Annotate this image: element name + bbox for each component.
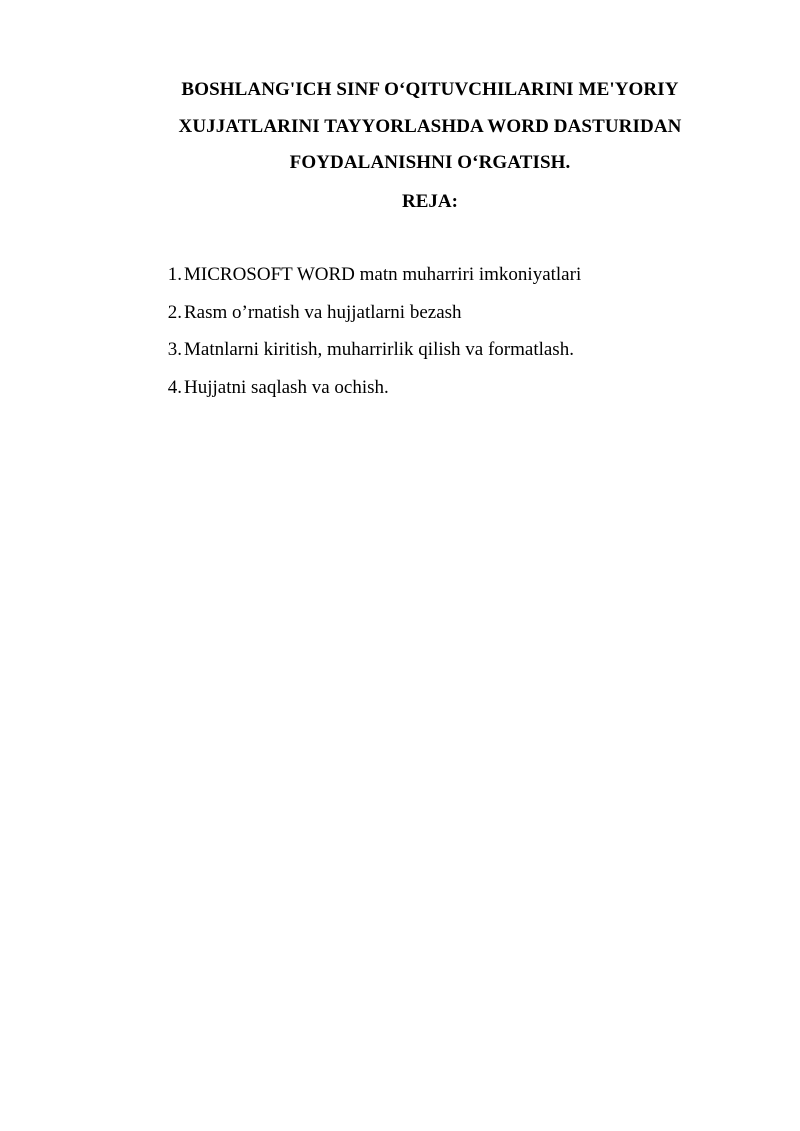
plan-item xyxy=(160,369,581,407)
plan-item-number: 4. xyxy=(167,376,182,398)
plan-item-number: 3. xyxy=(167,339,182,360)
plan-item xyxy=(160,256,581,294)
plan-item xyxy=(160,294,581,332)
plan-item-text: Rasm o’rnatish va hujjatlarni bezash xyxy=(184,301,462,323)
plan-item-text: Matnlarni kiritish, muharrirlik qilish va formatlash. xyxy=(184,339,574,360)
plan-item-number: 1. xyxy=(167,264,182,285)
title-line: BOSHLANG'ICH SINF O‘QITUVCHILARINI ME'YORIY xyxy=(181,79,679,100)
plan-item-text: Hujjatni saqlash va ochish. xyxy=(184,376,389,398)
title-line: FOYDALANISHNI O‘RGATISH. xyxy=(289,152,571,173)
plan-item-text: MICROSOFT WORD matn muharriri imkoniyatlari xyxy=(184,264,582,285)
plan-list xyxy=(160,256,581,406)
plan-heading: REJA: xyxy=(402,191,458,212)
document-title xyxy=(100,72,760,182)
plan-item xyxy=(160,331,581,369)
title-line: XUJJATLARINI TAYYORLASHDA WORD DASTURIDAN xyxy=(178,115,682,137)
plan-item-number: 2. xyxy=(167,301,182,323)
